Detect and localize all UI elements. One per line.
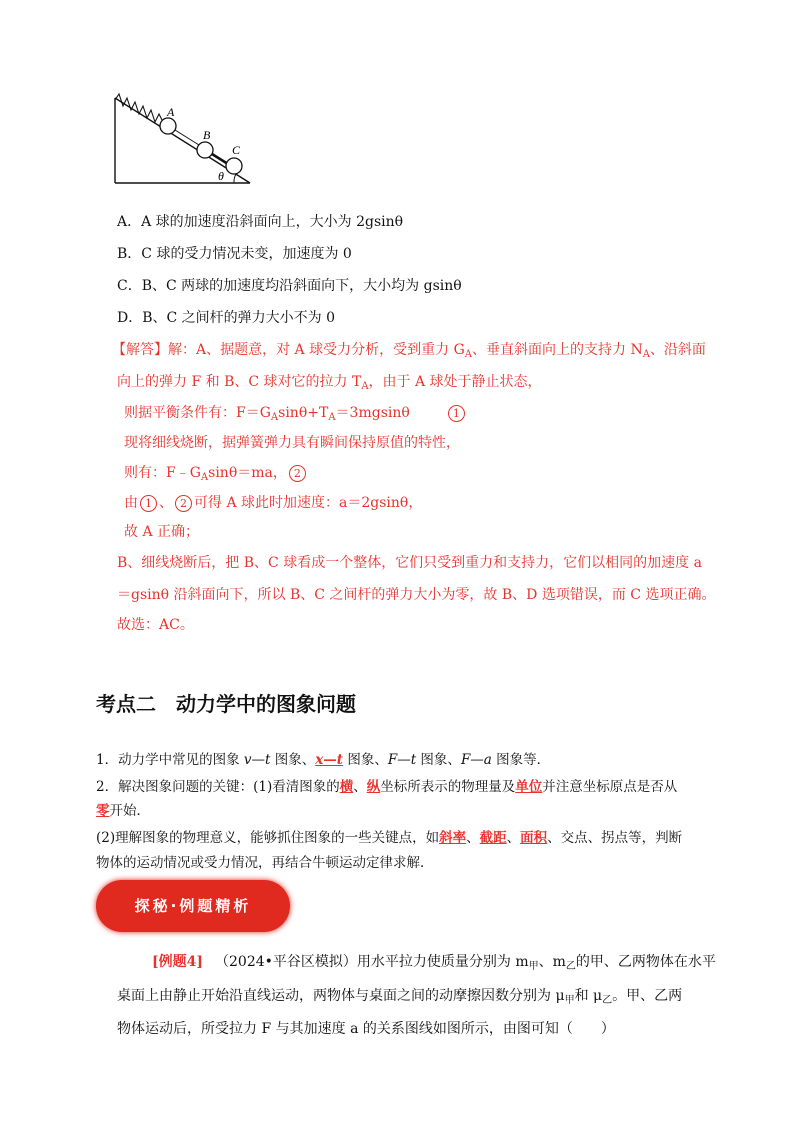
option-d: D．B、C 之间杆的弹力大小不为 0 (117, 310, 336, 326)
example-line-1: [例题4] （2024•平谷区模拟）用水平拉力使质量分别为 $m_甲$、$m_乙$的甲、乙两物体在水平 (152, 954, 716, 972)
answer-line-7: 故 A 正确； (124, 524, 200, 540)
answer-line-9: ＝gsinθ 沿斜面向下，所以 B、C 之间杆的弹力大小为零，故 B、D 选项错误，而 C 选项正确。 (117, 587, 716, 603)
section-heading: 考点二 动力学中的图象问题 (96, 692, 356, 716)
answer-line-1: 【解答】解：A、据题意，对 A 球受力分析，受到重力 $G_A$、垂直斜面向上的支持力 $N_A$、沿斜面 (112, 342, 706, 360)
ball-a (160, 118, 176, 134)
ball-c (226, 158, 242, 174)
answer-tag: 【解答】 (112, 342, 168, 358)
option-a: A．A 球的加速度沿斜面向上，大小为 2gsinθ (117, 214, 404, 230)
label-c: C (232, 143, 241, 157)
section-para-1: 1．动力学中常见的图象 v—t 图象、x—t 图象、F—t 图象、F—a 图象等． (96, 752, 551, 768)
circled-1-ref: 1 (140, 495, 157, 512)
circled-2: 2 (289, 465, 306, 482)
answer-line-6: 由 1 、 2 可得 A 球此时加速度：a＝2gsinθ， (124, 495, 423, 511)
option-b: B．C 球的受力情况未变，加速度为 0 (117, 246, 352, 262)
label-b: B (203, 128, 211, 142)
answer-line-8: B、细线烧断后，把 B、C 球看成一个整体，它们只受到重力和支持力，它们以相同的加速度 a (117, 555, 702, 571)
answer-line-2: 向上的弹力 F 和 B、C 球对它的拉力 $T_A$，由于 A 球处于静止状态， (117, 374, 542, 392)
section-para-5: 物体的运动情况或受力情况，再结合牛顿运动定律求解． (96, 855, 434, 871)
incline-figure (110, 92, 255, 188)
rod (212, 154, 228, 164)
label-a: A (167, 105, 175, 119)
answer-line-3: 则据平衡条件有：$F=G_A\sin\theta+T_A=3mgsin\theta$ 1 (124, 403, 467, 428)
example-line-2: 桌面上由静止开始沿直线运动，两物体与桌面之间的动摩擦因数分别为 $\mu_甲$和 $\mu_乙$。甲、乙两 (117, 988, 683, 1006)
example-line-3: 物体运动后，所受拉力 F 与其加速度 a 的关系图线如图所示，由图可知（ ） (117, 1021, 615, 1037)
ball-b (197, 142, 213, 158)
angle-arc (234, 174, 236, 183)
section-para-4: (2)理解图象的物理意义，能够抓住图象的一些关键点，如斜率、截距、面积、交点、拐点等，判断 (96, 830, 683, 846)
circled-2-ref: 2 (175, 495, 192, 512)
section-para-2: 2．解决图象问题的关键：(1)看清图象的横、纵坐标所表示的物理量及单位并注意坐标原点是否从 (96, 779, 678, 795)
section-para-3: 零开始． (96, 803, 150, 819)
spring (115, 94, 162, 122)
option-c: C．B、C 两球的加速度均沿斜面向下，大小均为 gsinθ (117, 278, 462, 294)
answer-line-10: 故选：AC。 (117, 617, 194, 633)
xt-emphasis: x—t (315, 752, 344, 768)
circled-1: 1 (448, 405, 465, 422)
label-theta: θ (218, 169, 224, 183)
answer-line-4: 现将细线烧断，据弹簧弹力具有瞬间保持原值的特性， (124, 435, 460, 451)
example-tag: [例题4] (152, 954, 203, 970)
example-badge: 探秘·例题精析 (96, 880, 290, 932)
answer-line-5: 则有：$F﹣G_A\sin\theta=ma$， 2 (124, 463, 308, 488)
